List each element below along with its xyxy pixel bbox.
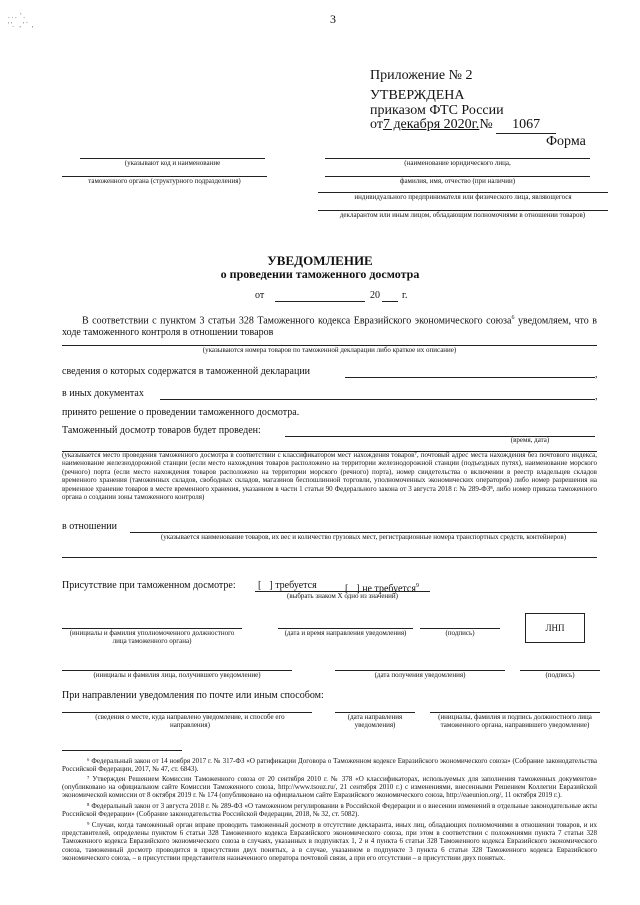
declaration-comma: , bbox=[595, 369, 598, 380]
decision-text: принято решение о проведении таможенного досмотра. bbox=[62, 407, 300, 418]
presence-required-option[interactable]: [ ] требуется bbox=[258, 580, 317, 591]
fullname-hint: фамилия, имя, отчество (при наличии) bbox=[399, 177, 516, 185]
regarding-label: в отношении bbox=[62, 521, 118, 532]
form-label: Форма bbox=[546, 134, 586, 149]
intro-footnote-ref: 6 bbox=[511, 315, 515, 321]
presence-hint: (выбрать знаком X одно из значений) bbox=[287, 592, 398, 600]
signature-hint: (подпись) bbox=[445, 629, 475, 637]
date-year-prefix: 20 bbox=[370, 290, 380, 301]
entity-name-hint: (наименование юридического лица, bbox=[404, 159, 511, 167]
presence-not-required-option[interactable]: [ ] не требуется$^9$ bbox=[345, 583, 419, 595]
presence-required-label: требуется bbox=[275, 580, 317, 591]
date-from-label: от bbox=[255, 290, 265, 301]
date-day-month-line[interactable] bbox=[275, 301, 365, 302]
postal-date-hint: (дата направления уведомления) bbox=[347, 713, 403, 729]
stamp-box bbox=[525, 613, 585, 643]
order-date-line bbox=[370, 117, 556, 134]
declarant-hint: декларантом или иным лицом, обладающим полномочиями в отношении товаров) bbox=[339, 211, 586, 219]
other-docs-comma: , bbox=[595, 391, 598, 402]
approved-label: УТВЕРЖДЕНА bbox=[370, 88, 465, 103]
date-year-suffix: г. bbox=[402, 290, 408, 301]
footnote-8: ⁸ Федеральный закон от 3 августа 2018 г. № 289-ФЗ «О таможенном регулировании в Российской Федерации и о внесении изменений в отдельные законодательные акты Российской Федерации» (Собрание законодательства Российской Федерации, 2018, № 32, ст. 5082). bbox=[62, 802, 597, 819]
order-number: 1067 bbox=[496, 117, 556, 134]
order-label: приказом ФТС России bbox=[370, 103, 504, 118]
footnote-separator bbox=[62, 750, 182, 751]
intro-text-2: уведомляем, что в ходе таможенного контроля в отношении товаров bbox=[62, 315, 598, 339]
goods-hint: (указываются номера товаров по таможенной декларации либо краткое их описание) bbox=[202, 346, 457, 354]
receiver-hint: (инициалы и фамилия лица, получившего уведомление) bbox=[93, 671, 261, 679]
customs-division-hint: таможенного органа (структурного подразделения) bbox=[88, 177, 241, 185]
datetime-hint: (дата и время направления уведомления) bbox=[284, 629, 407, 637]
other-docs-label: в иных документах bbox=[62, 388, 144, 399]
appendix-label: Приложение № 2 bbox=[370, 68, 473, 83]
scan-marks: . . . ' . ' '. , ' ´ , bbox=[8, 12, 34, 29]
presence-not-required-label: не требуется bbox=[362, 583, 416, 595]
declaration-label: сведения о которых содержатся в таможенной декларации bbox=[62, 366, 311, 377]
intro-paragraph bbox=[62, 312, 597, 339]
presence-label: Присутствие при таможенном досмотре: bbox=[62, 580, 236, 591]
declaration-line[interactable] bbox=[345, 377, 595, 378]
place-label: Таможенный досмотр товаров будет проведен: bbox=[62, 425, 261, 436]
document-title: УВЕДОМЛЕНИЕ bbox=[267, 253, 373, 268]
time-date-hint: (время, дата) bbox=[510, 436, 550, 444]
intro-text: В соответствии с пунктом 3 статьи 328 Таможенного кодекса Евразийского экономического союза bbox=[82, 315, 512, 327]
order-date-prefix: от bbox=[370, 117, 383, 132]
entrepreneur-hint: индивидуального предпринимателя или физического лица, являющегося bbox=[354, 193, 572, 201]
postal-officer-hint: (инициалы, фамилия и подпись должностного лица таможенного органа, направившего уведомление) bbox=[438, 713, 592, 729]
presence-footnote-ref: 9 bbox=[415, 583, 419, 589]
regarding-line-2[interactable] bbox=[62, 557, 597, 558]
stamp-label: ЛНП bbox=[545, 623, 565, 633]
order-no-sign: № bbox=[479, 117, 493, 132]
other-docs-line[interactable] bbox=[160, 399, 595, 400]
footnote-9: ⁹ Случаи, когда таможенный орган вправе проводить таможенный досмотр в отсутствие декларанта, иных лиц, обладающих полномочиями в отношении товаров, и их представителей, определены пунктом 6 статьи 328 Таможенного кодекса Евразийского экономического союза, при этом в соответствии с положениями пункта 7 статьи 328 Таможенного кодекса Евразийского экономического союза в случаях, указанных в подпунктах 1, 2 и 4 пункта 6 статьи 328 Таможенного кодекса Евразийского экономического союза, таможенный досмотр проводится в присутствии двух понятых, а в случае, указанном в подпункте 3 пункта 6 статьи 328 Таможенного кодекса Евразийского экономического союза, – в присутствии представителя назначенного оператора почтовой связи, а при его отсутствии – в присутствии двух понятых. bbox=[62, 821, 597, 862]
regarding-hint: (указывается наименование товаров, их вес и количество грузовых мест, регистрационные номера транспортных средств, контейнеров) bbox=[160, 533, 567, 541]
customs-code-hint: (указывают код и наименование bbox=[124, 159, 221, 167]
postal-label: При направлении уведомления по почте или иным способом: bbox=[62, 690, 324, 701]
order-date: 7 декабря 2020г. bbox=[382, 117, 480, 132]
signature2-hint: (подпись) bbox=[545, 671, 575, 679]
receipt-date-hint: (дата получения уведомления) bbox=[374, 671, 466, 679]
footnote-7: ⁷ Утвержден Решением Комиссии Таможенного союза от 20 сентября 2010 г. № 378 «О классификаторах, используемых для заполнения таможенных документов» (опубликовано на официальном сайте Комиссии Таможенного союза, http://www.tsouz.ru/, 21 сентября 2010 г.) с изменениями, внесенными Решением Коллегии Евразийской экономической комиссии от 8 октября 2019 г. № 174 (опубликовано на официальном сайте Евразийского экономического союза, http://eaeunion.org/, 11 октября 2019 г.). bbox=[62, 775, 597, 800]
postal-place-hint: (сведения о месте, куда направлено уведомление, и способе его направления) bbox=[95, 713, 285, 729]
footnote-6: ⁶ Федеральный закон от 14 ноября 2017 г. № 317-ФЗ «О ратификации Договора о Таможенном кодексе Евразийского экономического союза» (Собрание законодательства Российской Федерации, 2017, № 47, ст. 6843). bbox=[62, 757, 597, 774]
page-number: 3 bbox=[330, 12, 336, 26]
officer-hint: (инициалы и фамилия уполномоченного должностного лица таможенного органа) bbox=[69, 629, 235, 645]
document-subtitle: о проведении таможенного досмотра bbox=[220, 267, 420, 281]
date-year-line[interactable] bbox=[382, 301, 398, 302]
place-hint: (указывается место проведения таможенного досмотра в соответствии с классификатором мест нахождения товаров⁷, почтовый адрес места нахождения без почтового индекса, наименование железнодорожной станции (если место нахождения товаров расположено на территории железнодорожной станции (подъездных путях), наименование морского (речного) порта (если место нахождения товаров расположено на территории морского (речного) порта), номер свидетельства о включении в реестр владельцев складов временного хранения (таможенных складов, свободных складов, магазинов беспошлинной торговли, уполномоченных экономических операторов) либо номер разрешения на временное хранение товаров в месте временного хранения, указанном в части 1 статьи 90 Федерального закона от 3 августа 2018 г. № 289-ФЗ⁸, либо номер приказа таможенного органа о создании зоны таможенного контроля) bbox=[62, 451, 597, 502]
